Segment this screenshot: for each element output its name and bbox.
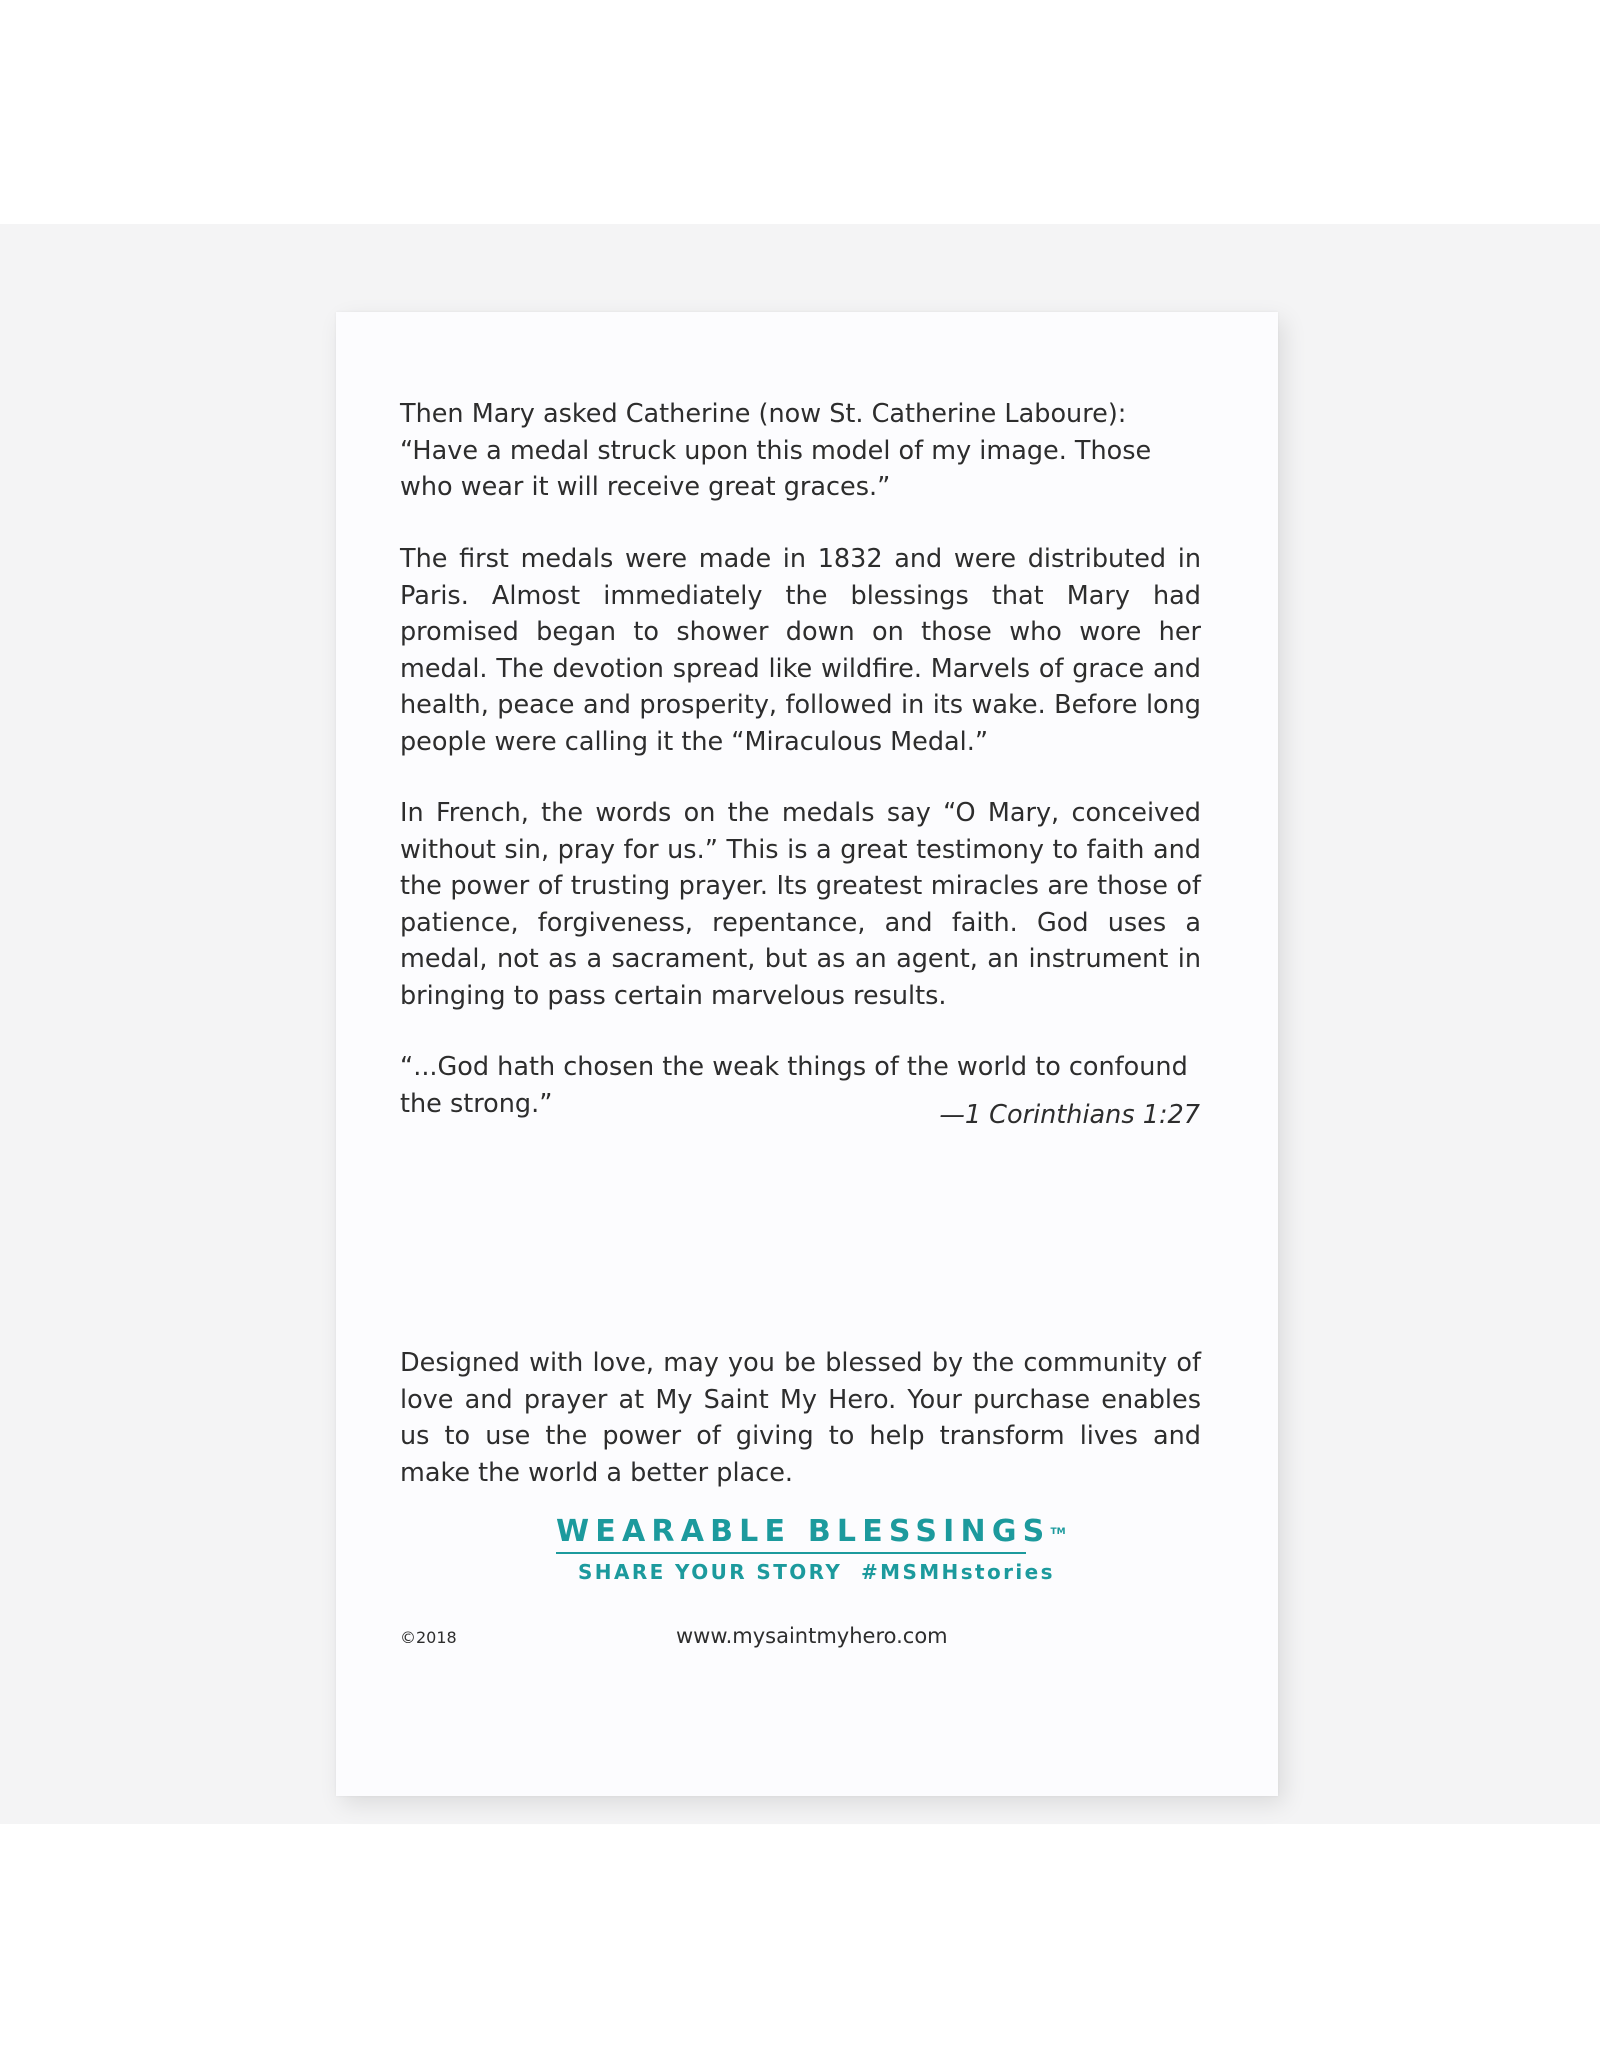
brand-underline: [556, 1552, 1026, 1554]
brand-title: [556, 1514, 1066, 1550]
history-paragraph: The first medals were made in 1832 and were distributed in Paris. Almost immediately the blessings that Mary had promised began to shower down on those who wore her medal. The devotion spread like wildfire. Marvels of grace and health, peace and prosperity, followed in its wake. Before long people were calling it the “Miraculous Medal.”: [400, 544, 1201, 757]
brand-subtitle: SHARE YOUR STORY #MSMHstories: [578, 1560, 1055, 1584]
trademark-mark: TM: [1050, 1527, 1066, 1537]
closing-paragraph: Designed with love, may you be blessed by the community of love and prayer at My Saint My Hero. Your purchase enables us to use the power of giving to help transform lives and make the world a better place.: [400, 1348, 1201, 1488]
intro-paragraph: Then Mary asked Catherine (now St. Catherine Laboure): “Have a medal struck upon this model of my image. Those who wear it will receive great graces.”: [400, 399, 1152, 502]
brand-title-text: WEARABLE BLESSINGS: [556, 1514, 1051, 1549]
copyright-notice: ©2018: [400, 1628, 457, 1647]
scripture-citation: —1 Corinthians 1:27: [939, 1100, 1200, 1130]
meaning-paragraph: In French, the words on the medals say “O Mary, conceived without sin, pray for us.” This is a great testimony to faith and the power of trusting prayer. Its greatest miracles are those of patience, forgiveness, repentance, and faith. God uses a medal, not as a sacrament, but as an agent, an instrument in bringing to pass certain marvelous results.: [400, 798, 1201, 1011]
website-url: www.mysaintmyhero.com: [676, 1624, 948, 1648]
brand-block: [556, 1514, 1066, 1586]
scripture-quote: “...God hath chosen the weak things of the world to confound the strong.”: [400, 1052, 1188, 1119]
